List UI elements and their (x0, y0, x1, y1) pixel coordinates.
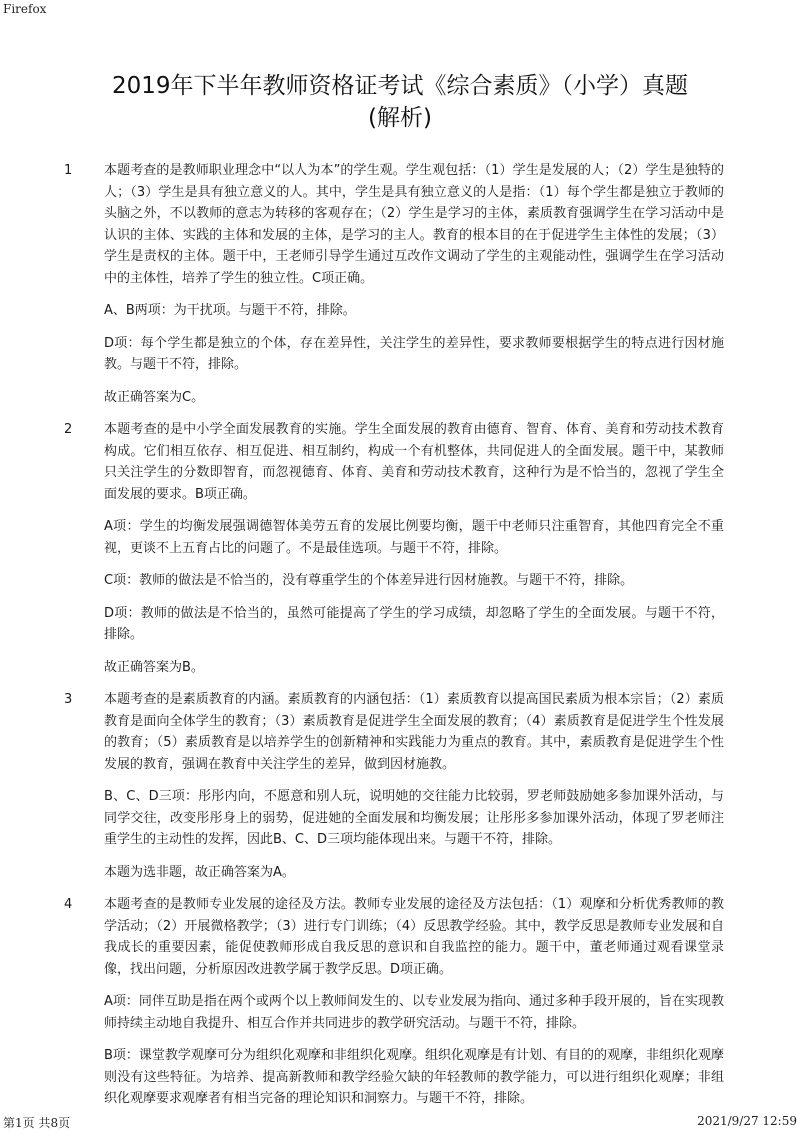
option-analysis: D项：每个学生都是独立的个体，存在差异性，关注学生的差异性，要求教师要根据学生的特点进行因材施教。与题干不符，排除。 (104, 335, 724, 372)
print-timestamp: 2021/9/27 12:59 (697, 1114, 797, 1128)
option-analysis: C项：教师的做法是不恰当的，没有尊重学生的个体差异进行因材施教。与题干不符，排除。 (104, 573, 634, 588)
question-2 (0, 419, 800, 678)
question-1 (0, 160, 800, 408)
question-number: 2 (64, 422, 73, 437)
answer-conclusion: 本题为选非题，故正确答案为A。 (104, 864, 295, 880)
page-title-line-1: 2019年下半年教师资格证考试《综合素质》（小学）真题 (111, 73, 689, 99)
question-number: 3 (64, 692, 73, 707)
option-analysis: A、B两项：为干扰项。与题干不符，排除。 (104, 303, 356, 318)
question-number: 1 (64, 163, 73, 178)
page-title-line-2: (解析) (368, 105, 432, 131)
option-analysis: D项：教师的做法是不恰当的，虽然可能提高了学生的学习成绩，却忽略了学生的全面发展。与题干不符，排除。 (104, 605, 724, 642)
answer-conclusion: 故正确答案为C。 (104, 389, 205, 405)
explanation-paragraph: 本题考查的是中小学全面发展教育的实施。学生全面发展的教育由德育、智育、体育、美育和劳动技术教育构成。它们相互依存、相互促进、相互制约，构成一个有机整体，共同促进人的全面发展。题干中，某教师只关注学生的分数即智育，而忽视德育、体育、美育和劳动技术教育，这种行为是不恰当的，忽视了学生全面发展的要求。B项正确。 (104, 422, 724, 502)
page-title (60, 70, 740, 134)
option-analysis: B项：课堂教学观摩可分为组织化观摩和非组织化观摩。组织化观摩是有计划、有目的的观摩，非组织化观摩则没有这些特征。为培养、提高新教师和教学经验欠缺的年轻教师的教学能力，可以进行组织化观摩；非组织化观摩要求观摩者有相当完备的理论知识和洞察力。与题干不符，排除。 (104, 1048, 724, 1106)
explanation-paragraph: 本题考查的是教师职业理念中“以人为本”的学生观。学生观包括：（1）学生是发展的人；（2）学生是独特的人；（3）学生是具有独立意义的人。其中，学生是具有独立意义的人是指：（1）每个学生都是独立于教师的头脑之外，不以教师的意志为转移的客观存在；（2）学生是学习的主体，素质教育强调学生在学习活动中是认识的主体、实践的主体和发展的主体，是学习的主人。教育的根本目的在于促进学生主体性的发展；（3）学生是责权的主体。题干中，王老师引导学生通过互改作文调动了学生的主观能动性，强调学生在学习活动中的主体性，培养了学生的独立性。C项正确。 (104, 163, 724, 286)
page-indicator: 第1页 共8页 (3, 1116, 71, 1130)
explanation-paragraph: 本题考查的是素质教育的内涵。素质教育的内涵包括：（1）素质教育以提高国民素质为根本宗旨；（2）素质教育是面向全体学生的教育；（3）素质教育是促进学生全面发展的教育；（4）素质教育是促进学生个性发展的教育；（5）素质教育是以培养学生的创新精神和实践能力为重点的教育。其中，素质教育是促进学生个性发展的教育，强调在教育中关注学生的差异，做到因材施教。 (104, 692, 724, 772)
option-analysis: A项：同伴互助是指在两个或两个以上教师间发生的、以专业发展为指向、通过多种手段开展的，旨在实现教师持续主动地自我提升、相互合作并共同进步的教学研究活动。与题干不符，排除。 (104, 994, 724, 1031)
answer-conclusion: 故正确答案为B。 (104, 659, 204, 675)
option-analysis: A项：学生的均衡发展强调德智体美劳五育的发展比例要均衡，题干中老师只注重智育，其他四育完全不重视，更谈不上五育占比的问题了。不是最佳选项。与题干不符，排除。 (104, 519, 724, 556)
question-4 (0, 894, 800, 1110)
browser-title: Firefox (3, 2, 47, 16)
answer-list (0, 160, 800, 1121)
question-number: 4 (64, 897, 73, 912)
question-3 (0, 689, 800, 883)
explanation-paragraph: 本题考查的是教师专业发展的途径及方法。教师专业发展的途径及方法包括：（1）观摩和分析优秀教师的教学活动；（2）开展微格教学；（3）进行专门训练；（4）反思教学经验。其中，教学反思是教师专业发展和自我成长的重要因素，能促使教师形成自我反思的意识和自我监控的能力。题干中，董老师通过观看课堂录像，找出问题，分析原因改进教学属于教学反思。D项正确。 (104, 897, 724, 977)
option-analysis: B、C、D三项：彤彤内向，不愿意和别人玩，说明她的交往能力比较弱，罗老师鼓励她多参加课外活动，与同学交往，改变彤彤身上的弱势，促进她的全面发展和均衡发展；让彤彤多参加课外活动，体现了罗老师注重学生的主动性的发挥，因此B、C、D三项均能体现出来。与题干不符，排除。 (104, 789, 724, 847)
